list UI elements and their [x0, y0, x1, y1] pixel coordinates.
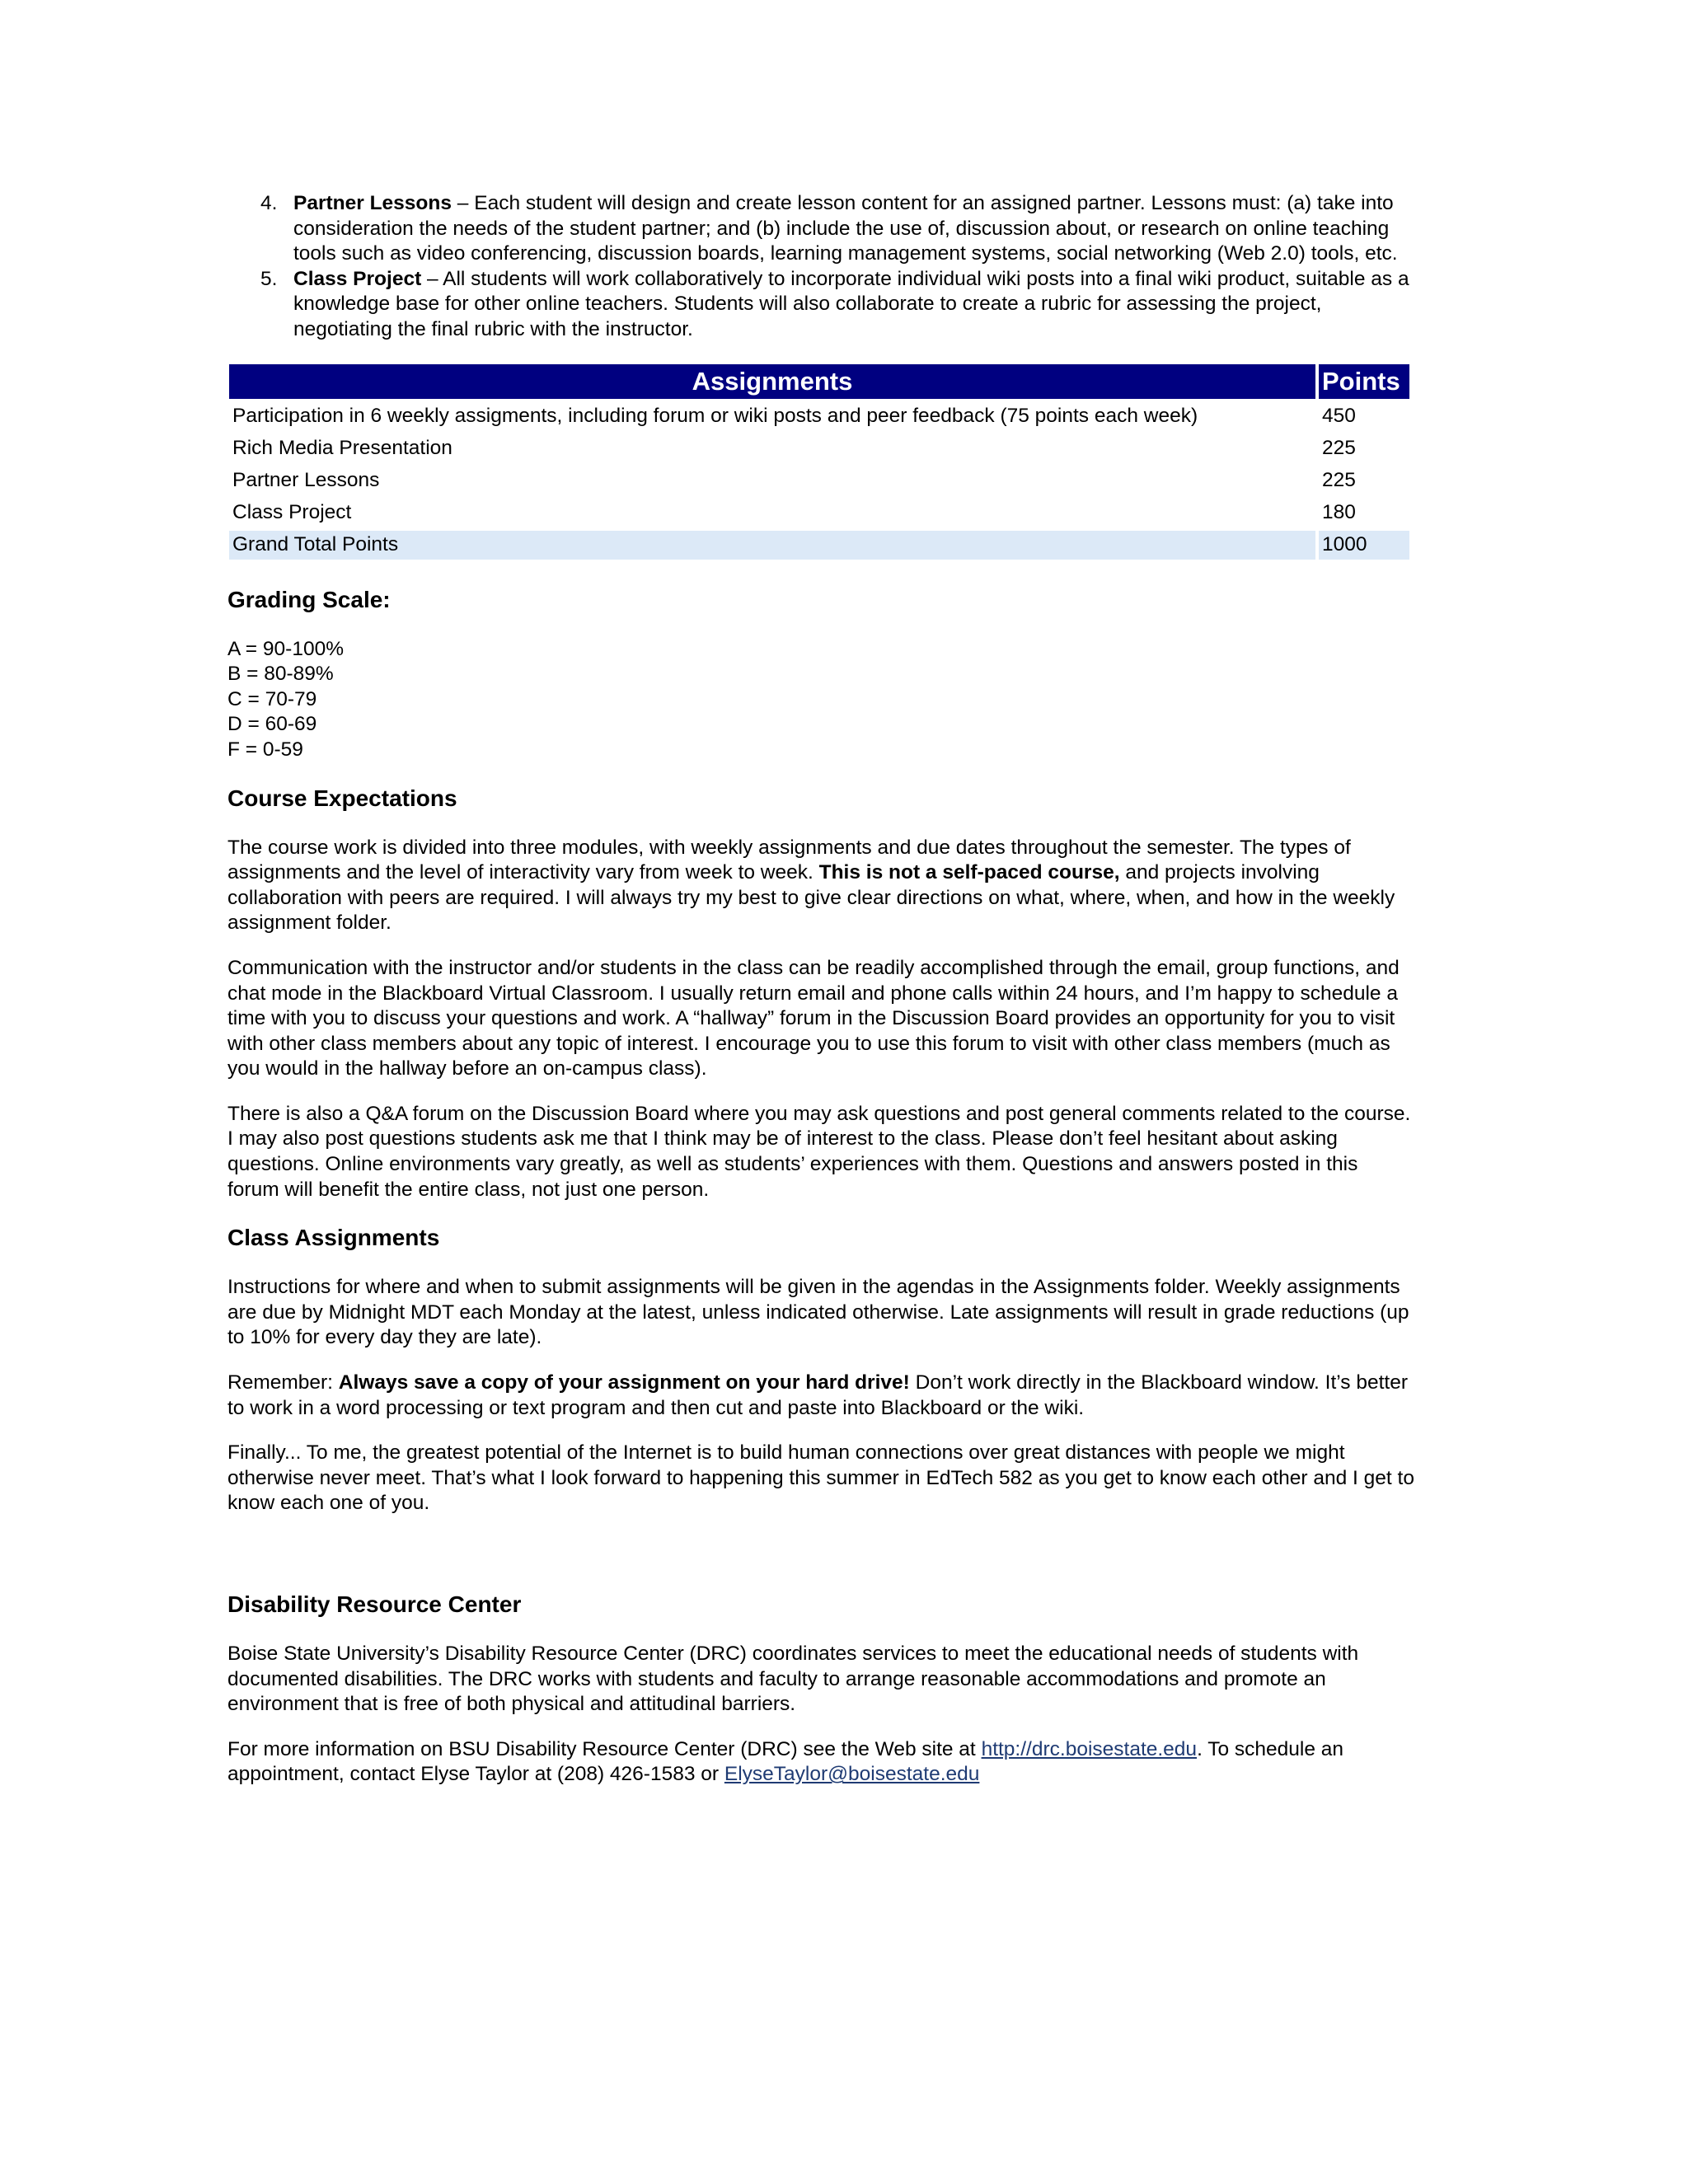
table-cell-points: 225 [1322, 469, 1356, 492]
text-run: Remember: [227, 1371, 339, 1394]
table-cell-assignment: Rich Media Presentation [232, 437, 452, 460]
class-assignments-heading: Class Assignments [227, 1225, 440, 1251]
grading-scale-list [227, 637, 1414, 763]
course-expectations-heading: Course Expectations [227, 785, 457, 811]
table-cell-points: 450 [1322, 405, 1356, 428]
text-run: . To schedule an appointment, contact Elyse Taylor at (208) 426-1583 or [227, 1737, 1344, 1786]
numbered-list [227, 191, 1414, 343]
list-item-class-project [227, 267, 1414, 343]
table-row [229, 499, 1409, 527]
class-assignments-paragraph-3: Finally... To me, the greatest potential of the Internet is to build human connections over great distances with people we might otherwise never meet. That’s what I look forward to happening this summer in EdTech 582 as you get to know each other and I get to know each one of you. [227, 1441, 1414, 1515]
text-run: The course work is divided into three modules, with weekly assignments and due dates throughout the semester. The types of assignments and the level of interactivity vary from week to week. [227, 836, 1351, 884]
table-row [229, 466, 1409, 495]
list-item-text: – All students will work collaboratively to incorporate individual wiki posts into a final wiki product, suitable as a knowledge base for other online teachers. Students will also collaborate to create a rubric for assessing the project, negotiating the final rubric with the instructor. [293, 267, 1409, 340]
grade-line: D = 60-69 [227, 713, 317, 736]
table-total-row [229, 531, 1409, 560]
class-assignments-paragraph-2 [227, 1371, 1414, 1421]
grade-line: F = 0-59 [227, 738, 303, 761]
list-number: 5. [260, 267, 278, 290]
table-header-row [229, 364, 1409, 399]
bold-text: This is not a self-paced course, [818, 861, 1120, 884]
table-row [229, 434, 1409, 463]
list-item-text: – Each student will design and create lesson content for an assigned partner. Lessons must: (a) take into consideration the needs of the student partner; and (b) include the use of, discussion about, or research on online teaching tools such as video conferencing, discussion boards, learning management systems, social networking (Web 2.0) tools, etc. [293, 192, 1398, 265]
table-total-label: Grand Total Points [229, 531, 1315, 560]
table-header-assignments: Assignments [229, 364, 1315, 399]
grade-line: B = 80-89% [227, 663, 334, 686]
text-run: Don’t work directly in the Blackboard window. It’s better to work in a word processing or text program and then cut and paste into Blackboard or the wiki. [227, 1371, 1408, 1419]
drc-website-link[interactable]: http://drc.boisestate.edu [981, 1737, 1198, 1760]
table-cell-assignment: Class Project [232, 501, 352, 524]
table-cell-assignment: Participation in 6 weekly assigments, including forum or wiki posts and peer feedback (75 points each week) [232, 405, 1198, 428]
list-item-partner-lessons [227, 191, 1414, 267]
list-number: 4. [260, 192, 278, 214]
text-run: and projects involving collaboration with peers are required. I will always try my best to give clear directions on what, where, when, and how in the weekly assignment folder. [227, 861, 1395, 935]
expectations-paragraph-3: There is also a Q&A forum on the Discussion Board where you may ask questions and post general comments related to the course. I may also post questions students ask me that I think may be of interest to the class. Please don’t feel hesitant about asking questions. Online environments vary greatly, as well as students’ experiences with them. Questions and answers posted in this forum will benefit the entire class, not just one person. [227, 1102, 1411, 1201]
document-body [227, 191, 1414, 1788]
text-run: For more information on BSU Disability Resource Center (DRC) see the Web site at [227, 1737, 982, 1760]
table-cell-assignment: Partner Lessons [232, 469, 380, 492]
expectations-paragraph-1 [227, 836, 1414, 936]
drc-paragraph-2 [227, 1737, 1414, 1788]
disability-resource-center-heading: Disability Resource Center [227, 1591, 522, 1617]
grading-scale-heading: Grading Scale: [227, 586, 391, 612]
drc-paragraph-1: Boise State University’s Disability Resource Center (DRC) coordinates services to meet the educational needs of students with documented disabilities. The DRC works with students and faculty to arrange reasonable accommodations and promote an environment that is free of both physical and attitudinal barriers. [227, 1643, 1359, 1716]
list-item-title: Partner Lessons [293, 192, 452, 214]
table-total-value: 1000 [1319, 531, 1409, 560]
table-cell-points: 225 [1322, 437, 1356, 460]
list-item-title: Class Project [293, 267, 422, 290]
grade-line: C = 70-79 [227, 687, 317, 710]
class-assignments-paragraph-1: Instructions for where and when to submit assignments will be given in the agendas in the Assignments folder. Weekly assignments are due by Midnight MDT each Monday at the latest, unless indicated otherwise. Late assignments will result in grade reductions (up to 10% for every day they are late). [227, 1276, 1409, 1349]
grade-line: A = 90-100% [227, 637, 344, 660]
table-cell-points: 180 [1322, 501, 1356, 524]
assignments-table [226, 361, 1413, 563]
expectations-paragraph-2: Communication with the instructor and/or students in the class can be readily accomplished through the email, group functions, and chat mode in the Blackboard Virtual Classroom. I usually return email and phone calls within 24 hours, and I’m happy to schedule a time with you to discuss your questions and work. A “hallway” forum in the Discussion Board provides an opportunity for you to visit with other class members about any topic of interest. I encourage you to use this forum to visit with other class members (much as you would in the hallway before an on-campus class). [227, 956, 1400, 1080]
table-header-points: Points [1319, 364, 1409, 399]
table-row [229, 402, 1409, 431]
drc-email-link[interactable]: ElyseTaylor@boisestate.edu [724, 1763, 980, 1786]
bold-text: Always save a copy of your assignment on your hard drive! [338, 1371, 910, 1394]
